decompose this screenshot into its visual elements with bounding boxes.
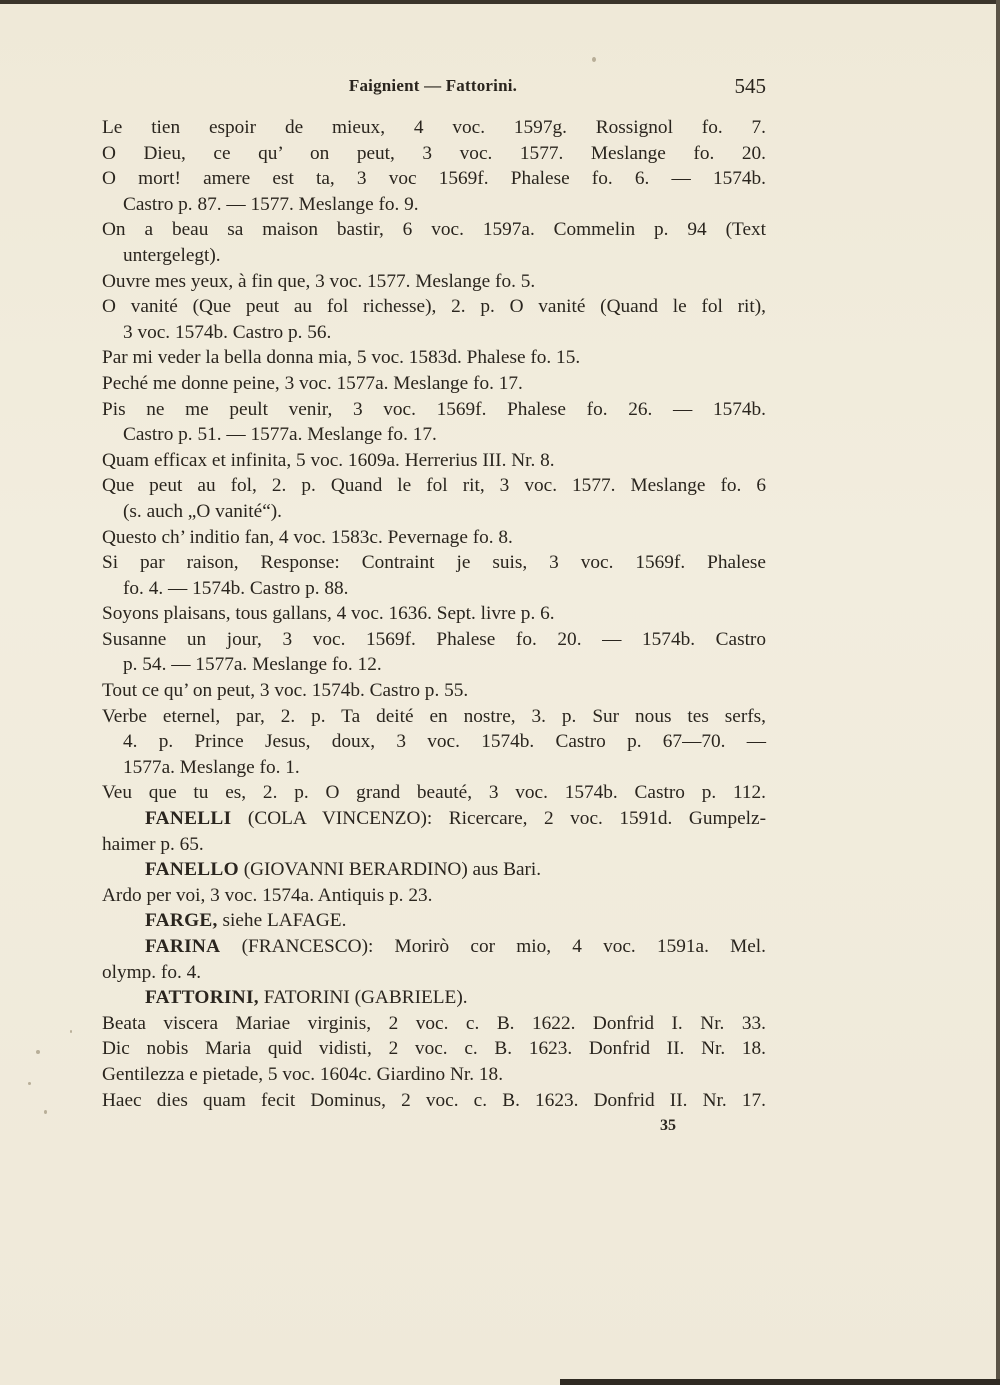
text-line: fo. 4. — 1574b. Castro p. 88. — [123, 577, 349, 599]
paper-speck — [28, 1082, 31, 1085]
composer-name: FARGE, — [145, 910, 218, 932]
running-head: Faignient — Fattorini. — [348, 76, 518, 95]
entry-text: (GIOVANNI BERARDINO) aus Bari. — [238, 859, 542, 881]
catalog-text — [102, 115, 766, 1113]
text-line: O vanité (Que peut au fol richesse), 2. p. O vanité (Quand le fol rit), — [102, 296, 766, 318]
composer-name: FANELLI — [145, 808, 232, 830]
page-top-edge — [0, 0, 1000, 4]
paper-speck — [592, 57, 596, 62]
text-line: Peché me donne peine, 3 voc. 1577a. Meslange fo. 17. — [102, 372, 523, 394]
composer-name: FARINA — [145, 936, 221, 957]
text-line: Dic nobis Maria quid vidisti, 2 voc. c. B. 1623. Donfrid II. Nr. 18. — [102, 1038, 766, 1060]
text-line: olymp. fo. 4. — [102, 961, 202, 983]
text-line: Pis ne me peult venir, 3 voc. 1569f. Phalese fo. 26. — 1574b. — [102, 398, 766, 420]
text-line: Castro p. 51. — 1577a. Meslange fo. 17. — [123, 424, 437, 446]
composer-name: FATTORINI, — [145, 987, 259, 1009]
text-line: (s. auch „O vanité“). — [123, 500, 282, 522]
entry-text: (COLA VINCENZO): Ricercare, 2 voc. 1591d. Gumpelz- — [231, 808, 766, 830]
composer-name: FANELLO — [145, 859, 239, 881]
text-line: Que peut au fol, 2. p. Quand le fol rit, 3 voc. 1577. Meslange fo. 6 — [102, 475, 766, 497]
text-line: O Dieu, ce qu’ on peut, 3 voc. 1577. Meslange fo. 20. — [102, 142, 766, 164]
text-line: Haec dies quam fecit Dominus, 2 voc. c. B. 1623. Donfrid II. Nr. 17. — [102, 1089, 766, 1111]
page-right-edge — [996, 0, 1000, 1385]
text-line: haimer p. 65. — [102, 833, 204, 855]
text-line: Le tien espoir de mieux, 4 voc. 1597g. Rossignol fo. 7. — [102, 117, 766, 138]
text-line: O mort! amere est ta, 3 voc 1569f. Phalese fo. 6. — 1574b. — [102, 168, 766, 190]
text-line: p. 54. — 1577a. Meslange fo. 12. — [123, 654, 382, 676]
text-line: Susanne un jour, 3 voc. 1569f. Phalese fo. 20. — 1574b. Castro — [102, 628, 766, 650]
text-line: Ouvre mes yeux, à fin que, 3 voc. 1577. Meslange fo. 5. — [102, 270, 536, 292]
page-header — [100, 74, 766, 104]
composer-entry-farina — [102, 934, 766, 960]
signature-mark: 35 — [660, 1117, 676, 1134]
text-line: Quam efficax et infinita, 5 voc. 1609a. Herrerius III. Nr. 8. — [102, 449, 555, 471]
composer-entry-farge — [102, 908, 766, 934]
text-line: 3 voc. 1574b. Castro p. 56. — [123, 321, 332, 343]
text-line: Castro p. 87. — 1577. Meslange fo. 9. — [123, 193, 419, 215]
text-line: Veu que tu es, 2. p. O grand beauté, 3 voc. 1574b. Castro p. 112. — [102, 782, 766, 804]
text-line: Questo ch’ inditio fan, 4 voc. 1583c. Pevernage fo. 8. — [102, 526, 513, 548]
entry-text: siehe LAFAGE. — [217, 910, 347, 932]
composer-entry-fattorini — [102, 985, 766, 1011]
text-line: Soyons plaisans, tous gallans, 4 voc. 1636. Sept. livre p. 6. — [102, 603, 555, 625]
paper-speck — [70, 1030, 72, 1033]
text-line: 4. p. Prince Jesus, doux, 3 voc. 1574b. Castro p. 67—70. — — [123, 731, 766, 753]
composer-entry-fanelli — [102, 806, 766, 832]
text-line: 1577a. Meslange fo. 1. — [123, 756, 300, 778]
text-line: Beata viscera Mariae virginis, 2 voc. c. B. 1622. Donfrid I. Nr. 33. — [102, 1012, 766, 1034]
paper-speck — [44, 1110, 47, 1114]
page-bottom-edge — [560, 1379, 1000, 1385]
page-number: 545 — [734, 74, 766, 98]
paper-speck — [36, 1050, 40, 1054]
text-line: Tout ce qu’ on peut, 3 voc. 1574b. Castro p. 55. — [102, 680, 469, 702]
text-line: Gentilezza e pietade, 5 voc. 1604c. Giardino Nr. 18. — [102, 1063, 504, 1085]
text-line: On a beau sa maison bastir, 6 voc. 1597a. Commelin p. 94 (Text — [102, 219, 766, 241]
entry-text: (FRANCESCO): Morirò cor mio, 4 voc. 1591a. Mel. — [220, 936, 766, 957]
entry-text: FATORINI (GABRIELE). — [258, 987, 468, 1009]
text-line: Verbe eternel, par, 2. p. Ta deité en nostre, 3. p. Sur nous tes serfs, — [102, 705, 766, 727]
text-line: Par mi veder la bella donna mia, 5 voc. 1583d. Phalese fo. 15. — [102, 347, 581, 369]
composer-entry-fanello — [102, 857, 766, 883]
text-line: untergelegt). — [123, 244, 221, 266]
text-line: Si par raison, Response: Contraint je suis, 3 voc. 1569f. Phalese — [102, 552, 766, 574]
text-line: Ardo per voi, 3 voc. 1574a. Antiquis p. 23. — [102, 884, 433, 906]
